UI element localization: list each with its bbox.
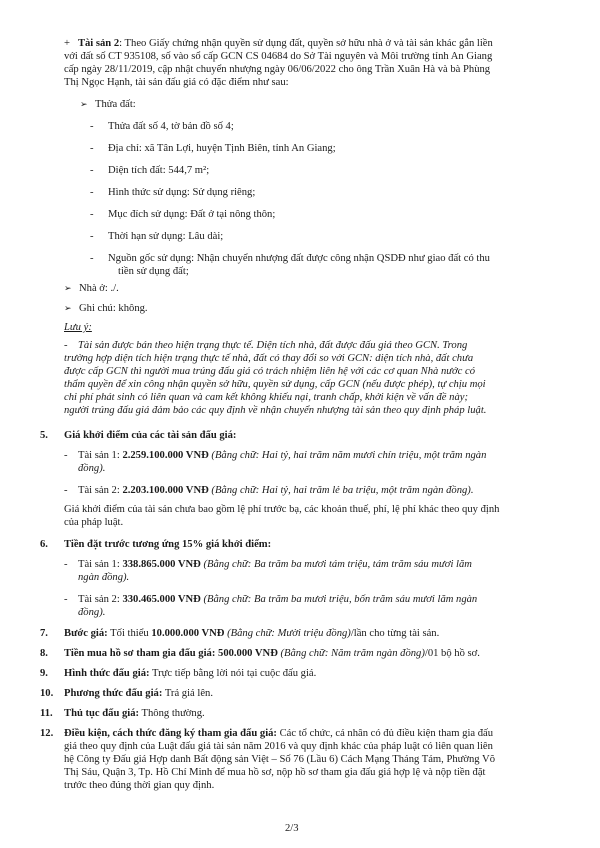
s6-asset2-line: [78, 593, 477, 606]
section-text: /lần cho từng tài sản.: [350, 628, 440, 639]
asset2-line: cấp ngày 28/11/2019, cập nhật chuyển nhượng ngày 06/06/2022 cho ông Trần Xuân Hà và bà Phùng: [64, 64, 491, 75]
section-5-title: Giá khởi điểm của các tài sản đấu giá:: [64, 430, 237, 441]
section-10-line: [64, 687, 213, 700]
section-text: /01 bộ hồ sơ.: [424, 648, 480, 659]
land-item: Mục đích sử dụng: Đất ở tại nông thôn;: [108, 209, 276, 220]
section-number: 8.: [40, 648, 48, 659]
s6-asset1-line: [78, 558, 472, 571]
remark-line: Tài sản được bán theo hiện trạng thực tế. Diện tích nhà, đất được đấu giá theo GCN. Trong: [78, 340, 468, 351]
s5-asset1-line: [78, 449, 486, 462]
section-9-title: Hình thức đấu giá:: [64, 668, 150, 679]
section-8-title: Tiền mua hồ sơ tham gia đấu giá:: [64, 648, 219, 659]
deposit-value: 330.465.000 VNĐ: [122, 594, 201, 605]
step-words: (Bằng chữ: Mười triệu đồng): [224, 628, 351, 639]
section-10-title: Phương thức đấu giá:: [64, 688, 163, 699]
section-12-line: Thị Sáu, Quận 3, Tp. Hồ Chí Minh để mua hồ sơ, nộp hồ sơ tham gia đấu giá hợp lệ và nộp tiền đặt: [64, 767, 486, 778]
dash-bullet: -: [90, 253, 94, 264]
asset2-first-line: [64, 37, 493, 50]
asset2-label: Tài sản 2: [77, 38, 120, 49]
section-text: Tối thiểu: [107, 628, 152, 639]
section-12-line: giá theo quy định của Luật đấu giá tài sản năm 2016 và quy định khác của pháp luật có liên quan liên: [64, 741, 493, 752]
price-words: (Bằng chữ: Hai tỷ, hai trăm năm mươi chín triệu, một trăm ngàn: [208, 450, 487, 461]
arrow-bullet-icon: ➢: [64, 303, 72, 313]
plus-marker: +: [64, 38, 70, 49]
asset-label: Tài sản 2:: [78, 594, 123, 605]
asset-label: Tài sản 2:: [78, 485, 123, 496]
remark-title: Lưu ý:: [64, 322, 92, 333]
asset-label: Tài sản 1:: [78, 450, 123, 461]
land-item: Nguồn gốc sử dụng: Nhận chuyển nhượng đất được công nhận QSDĐ như giao đất có thu: [108, 253, 490, 264]
dash-bullet: -: [90, 209, 94, 220]
section-11-line: [64, 707, 205, 720]
land-title: Thửa đất:: [95, 99, 136, 110]
price-value: 2.203.100.000 VNĐ: [122, 485, 209, 496]
section-9-line: [64, 667, 316, 680]
dash-bullet: -: [90, 143, 94, 154]
land-item: Diện tích đất: 544,7 m²;: [108, 165, 210, 176]
remark-line: người trúng đấu giá đảm bảo các quy định về nhận chuyển nhượng tài sản theo quy định pháp luật.: [64, 405, 487, 416]
s5-note: của pháp luật.: [64, 517, 124, 528]
dash-bullet: -: [64, 485, 68, 496]
section-6-title: Tiền đặt trước tương ứng 15% giá khởi điểm:: [64, 539, 272, 550]
remark-line: được cấp GCN thì người mua trúng đấu giá có trách nhiệm liên hệ với các cơ quan Nhà nước có: [64, 366, 476, 377]
land-item: Thửa đất số 4, tờ bản đồ số 4;: [108, 121, 234, 132]
fee-value: 500.000 VNĐ: [218, 648, 278, 659]
step-value: 10.000.000 VNĐ: [151, 628, 225, 639]
deposit-words: (Bằng chữ: Ba trăm ba mươi triệu, bốn trăm sáu mươi lăm ngàn: [200, 594, 478, 605]
section-number: 10.: [40, 688, 54, 699]
land-item-continued: tiền sử dụng đất;: [118, 266, 189, 277]
price-words-continued: đồng).: [78, 463, 106, 474]
asset2-line: với đất số CT 935108, số vào sổ cấp GCN CS 04684 do Sở Tài nguyên và Môi trường tỉnh An Giang: [64, 51, 493, 62]
section-text: Thông thường.: [139, 708, 205, 719]
price-value: 2.259.100.000 VNĐ: [122, 450, 209, 461]
house-line: Nhà ở: ./.: [79, 283, 119, 294]
dash-bullet: -: [64, 559, 68, 570]
section-8-line: [64, 647, 480, 660]
remark-line: chi phí phát sinh có liên quan và cam kết không khiếu nại, tranh chấp, khởi kiện về vấn đề này;: [64, 392, 468, 403]
section-text: Trả giá lên.: [162, 688, 213, 699]
section-number: 12.: [40, 728, 54, 739]
section-number: 9.: [40, 668, 48, 679]
price-words: (Bằng chữ: Hai tỷ, hai trăm lẻ ba triệu, một trăm ngàn đồng).: [208, 485, 474, 496]
section-number: 11.: [40, 708, 53, 719]
deposit-words-continued: đồng).: [78, 607, 106, 618]
arrow-bullet-icon: ➢: [80, 99, 88, 109]
note-line: Ghi chú: không.: [79, 303, 148, 314]
dash-bullet: -: [90, 165, 94, 176]
dash-bullet: -: [64, 450, 68, 461]
asset2-line: : Theo Giấy chứng nhận quyền sử dụng đất, quyền sở hữu nhà ở và tài sản khác gắn liền: [119, 38, 493, 49]
section-7-line: [64, 627, 439, 640]
section-12-line: hệ Công ty Đấu giá Hợp danh Bất động sản Việt – Số 76 (Lầu 6) Cách Mạng Tháng Tám, Phường Võ: [64, 754, 495, 765]
section-12-title: Điều kiện, cách thức đăng ký tham gia đấu giá:: [64, 728, 277, 739]
arrow-bullet-icon: ➢: [64, 283, 72, 293]
asset-label: Tài sản 1:: [78, 559, 123, 570]
section-11-title: Thủ tục đấu giá:: [64, 708, 140, 719]
dash-bullet: -: [64, 594, 68, 605]
deposit-words: (Bằng chữ: Ba trăm ba mươi tám triệu, tám trăm sáu mươi lăm: [200, 559, 472, 570]
land-item: Địa chỉ: xã Tân Lợi, huyện Tịnh Biên, tỉnh An Giang;: [108, 143, 336, 154]
remark-line: thẩm quyền để xin công nhận quyền sở hữu, quyền sử dụng, cấp GCN (nếu được phép), tự chịu mọi: [64, 379, 486, 390]
page-number: 2/3: [285, 823, 299, 834]
section-text: Trực tiếp bằng lời nói tại cuộc đấu giá.: [149, 668, 317, 679]
dash-bullet: -: [90, 231, 94, 242]
remark-line: trường hợp diện tích hiện trạng thực tế nhà, đất có thay đổi so với GCN: diện tích nhà, đất chưa: [64, 353, 474, 364]
asset2-line: Thị Ngọc Hạnh, tài sản đấu giá có đặc điểm như sau:: [64, 77, 289, 88]
deposit-words-continued: ngàn đồng).: [78, 572, 130, 583]
section-7-title: Bước giá:: [64, 628, 108, 639]
s5-asset2-line: [78, 484, 473, 497]
dash-bullet: -: [90, 121, 94, 132]
section-12-line: [64, 727, 493, 740]
section-number: 7.: [40, 628, 48, 639]
s5-note: Giá khởi điểm của tài sản chưa bao gồm lệ phí trước bạ, các khoản thuế, phí, lệ phí khác theo quy định: [64, 504, 500, 515]
section-text: Các tổ chức, cá nhân có đủ điều kiện tham gia đấu: [276, 728, 494, 739]
land-item: Thời hạn sử dụng: Lâu dài;: [108, 231, 224, 242]
fee-words: (Bằng chữ: Năm trăm ngàn đồng): [277, 648, 425, 659]
dash-bullet: -: [90, 187, 94, 198]
section-number: 5.: [40, 430, 48, 441]
section-12-line: trước theo đúng thời gian quy định.: [64, 780, 215, 791]
dash-bullet: -: [64, 340, 68, 351]
section-number: 6.: [40, 539, 48, 550]
land-item: Hình thức sử dụng: Sử dụng riêng;: [108, 187, 256, 198]
deposit-value: 338.865.000 VNĐ: [122, 559, 201, 570]
